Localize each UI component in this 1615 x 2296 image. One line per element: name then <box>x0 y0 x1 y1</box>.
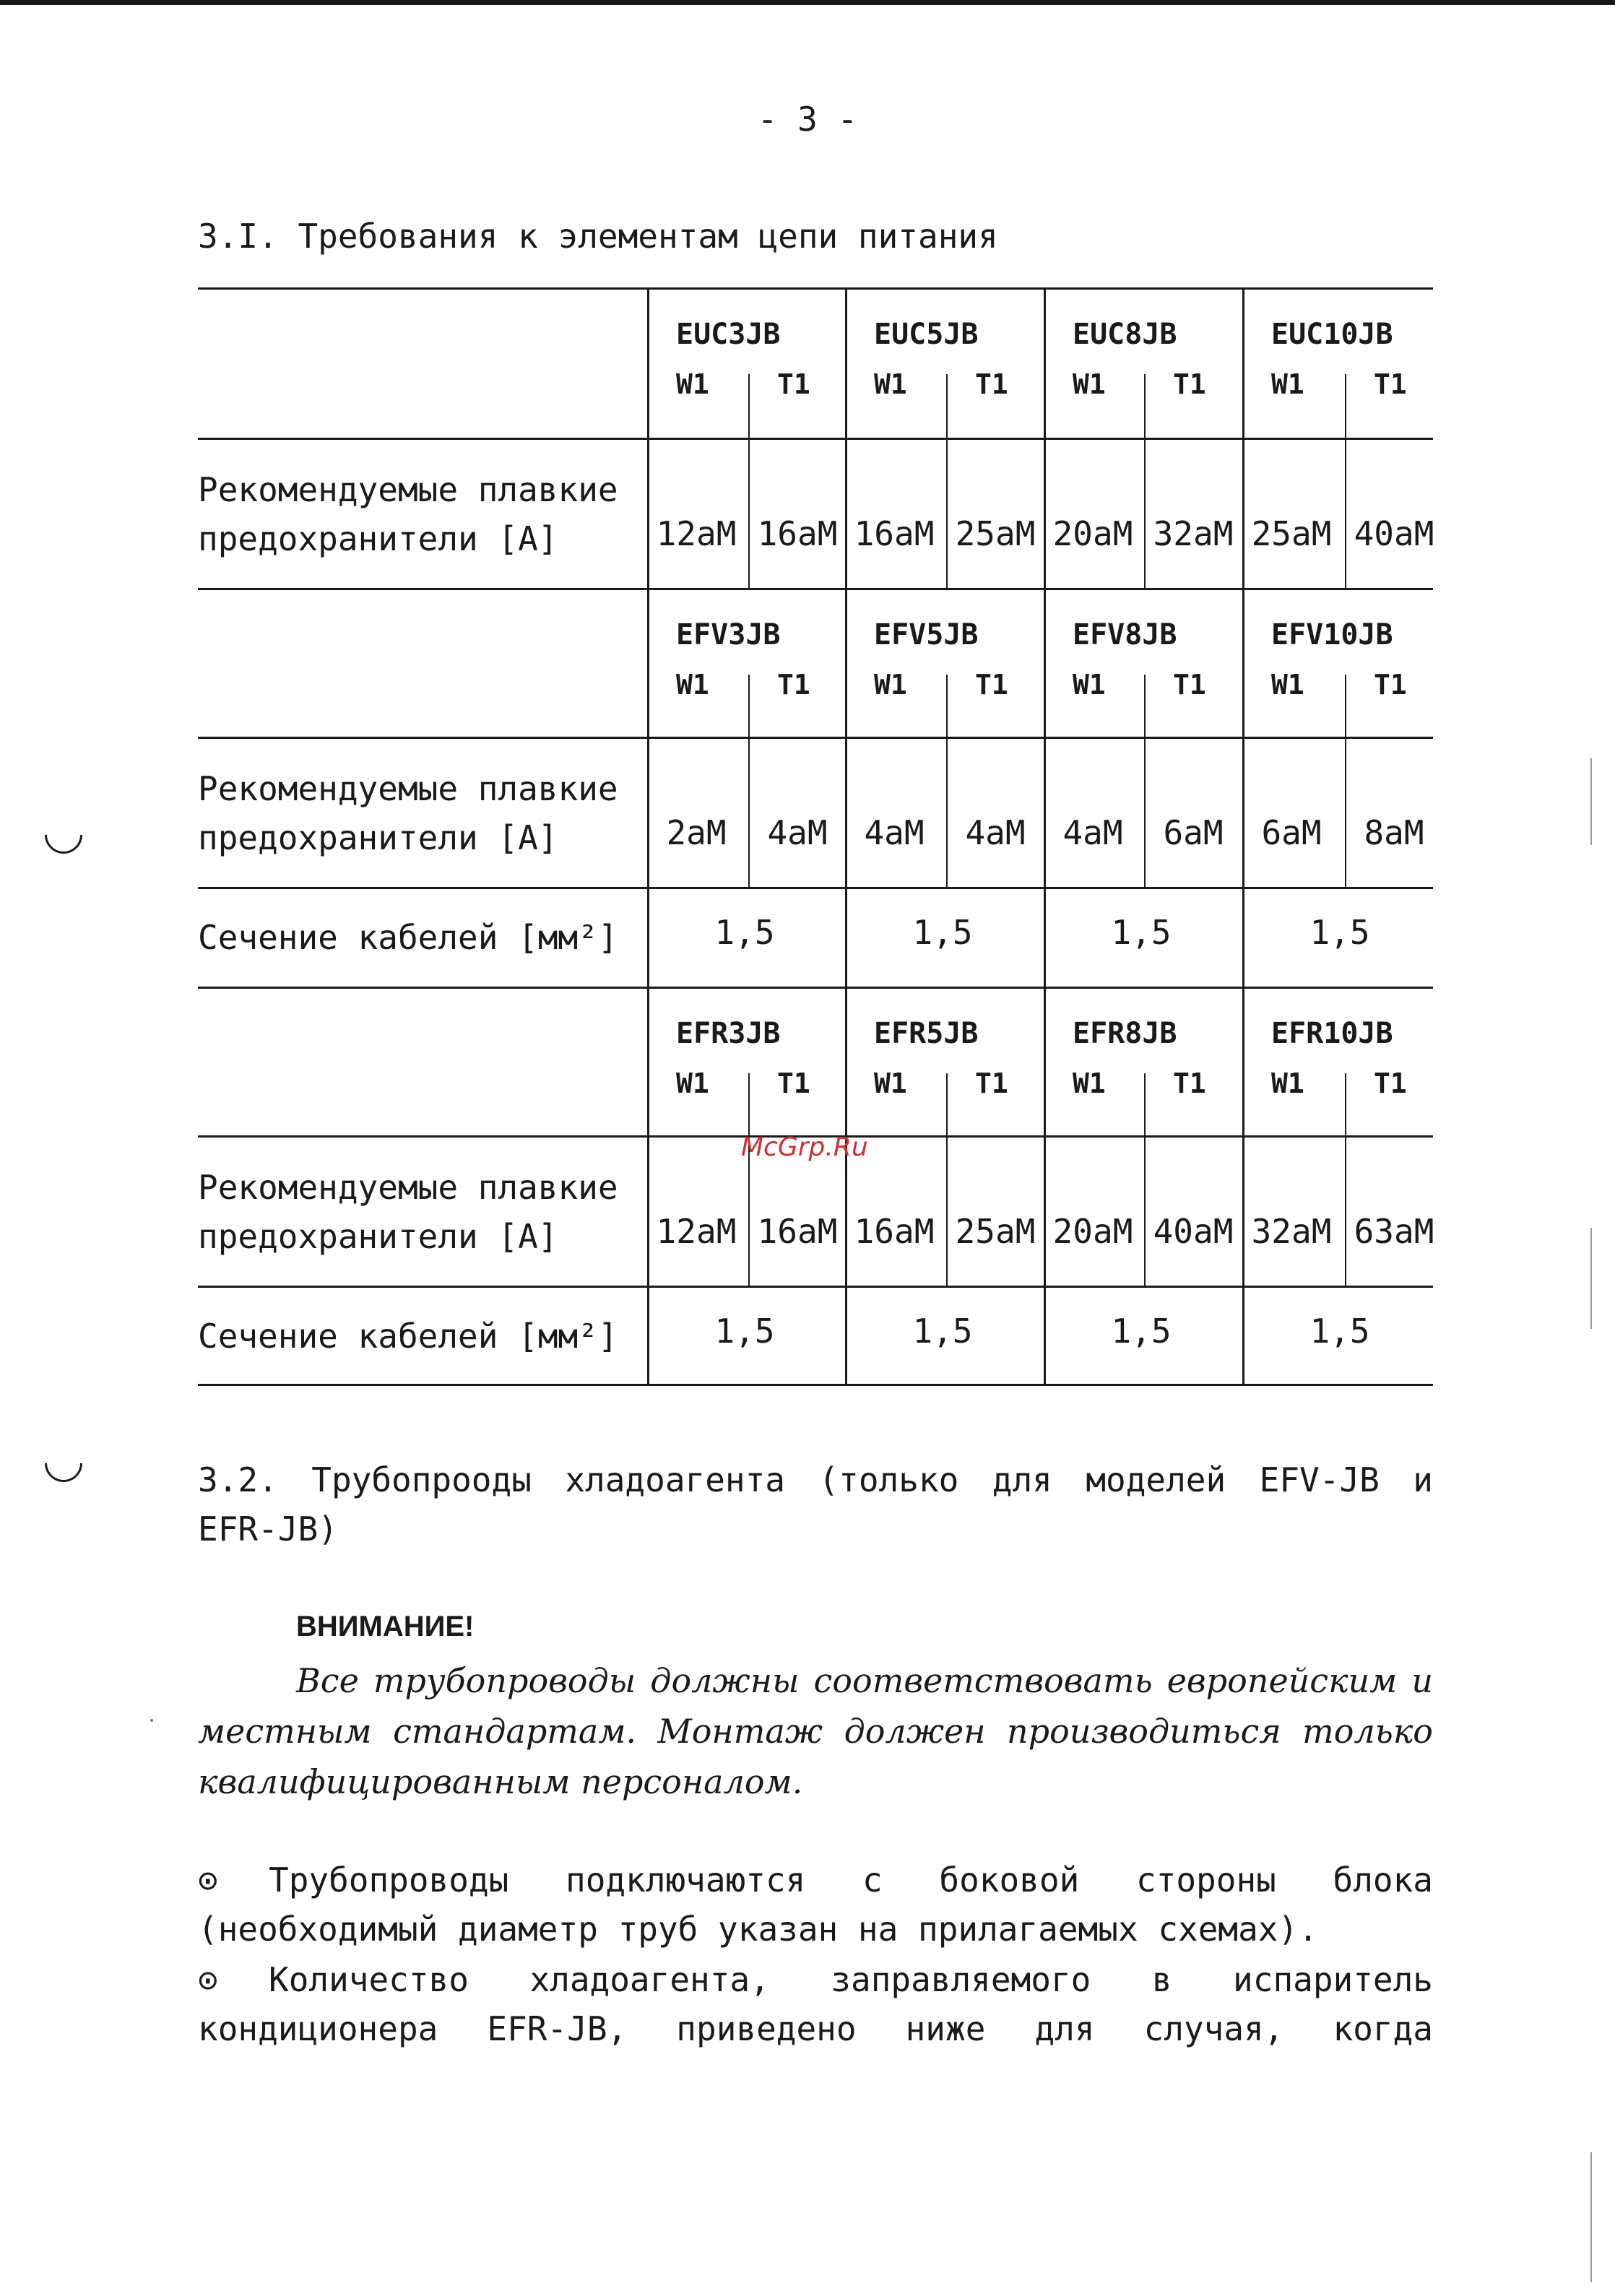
fuse-value: 6aM <box>1261 813 1322 852</box>
table-rule <box>198 438 1433 440</box>
cable-value: 1,5 <box>714 1312 775 1351</box>
fuse-value: 32aM <box>1251 1212 1332 1251</box>
fuse-value: 25aM <box>955 1212 1036 1251</box>
table-subdivider <box>946 374 948 588</box>
page-number: - 3 - <box>757 100 858 139</box>
scan-edge-mark <box>1590 758 1592 845</box>
col-t1: T1 <box>1374 368 1407 400</box>
table-rule <box>198 737 1433 739</box>
table-subdivider <box>748 1073 750 1286</box>
table-rule <box>198 1384 1433 1386</box>
col-w1: W1 <box>874 669 907 701</box>
table-subdivider <box>1144 675 1146 887</box>
col-w1: W1 <box>1271 669 1304 701</box>
col-w1: W1 <box>676 368 709 400</box>
cable-value: 1,5 <box>1111 913 1172 952</box>
bullet-1-line: (необходимый диаметр труб указан на прилагаемых схемах). <box>198 1910 1318 1949</box>
col-w1: W1 <box>1073 368 1106 400</box>
col-t1: T1 <box>777 368 810 400</box>
cable-label: Сечение кабелей [мм²] <box>198 1317 618 1356</box>
table-rule <box>198 588 1433 590</box>
fuse-value: 6aM <box>1163 813 1224 852</box>
col-w1: W1 <box>1073 1067 1106 1099</box>
col-t1: T1 <box>777 1067 810 1099</box>
model-name: EUC3JB <box>676 318 781 351</box>
bullet-2-line: Количество хладоагента, заправляемого в испаритель <box>269 1960 1433 1999</box>
model-name: EFV8JB <box>1073 618 1177 651</box>
fuse-value: 63aM <box>1354 1212 1434 1251</box>
fuse-label: Рекомендуемые плавкие <box>198 470 618 509</box>
col-w1: W1 <box>874 368 907 400</box>
fuse-value: 16aM <box>757 514 838 553</box>
fuse-label: Рекомендуемые плавкие <box>198 769 618 808</box>
fuse-value: 40aM <box>1153 1212 1234 1251</box>
scan-edge-mark <box>1590 1228 1592 1329</box>
table-rule <box>198 287 1433 290</box>
fuse-value: 16aM <box>854 514 935 553</box>
bullet-2-line: кондиционера EFR-JB, приведено ниже для случая, когда <box>198 2009 1433 2048</box>
table-subdivider <box>946 1073 948 1286</box>
fuse-label: предохранители [A] <box>198 818 558 857</box>
cable-value: 1,5 <box>912 1312 973 1351</box>
col-w1: W1 <box>1073 669 1106 701</box>
fuse-value: 4aM <box>767 813 828 852</box>
table-subdivider <box>1144 374 1146 588</box>
model-name: EFR8JB <box>1073 1017 1177 1050</box>
fuse-value: 12aM <box>656 514 737 553</box>
fuse-value: 20aM <box>1052 1212 1133 1251</box>
model-name: EFR10JB <box>1271 1017 1393 1050</box>
col-w1: W1 <box>1271 368 1304 400</box>
section-1-title: 3.I. Требования к элементам цепи питания <box>198 217 998 256</box>
fuse-value: 8aM <box>1364 813 1424 852</box>
model-name: EUC8JB <box>1073 318 1177 351</box>
col-t1: T1 <box>975 1067 1008 1099</box>
col-w1: W1 <box>1271 1067 1304 1099</box>
table-rule <box>198 887 1433 889</box>
warning-line: местным стандартам. Монтаж должен производиться только <box>198 1712 1433 1751</box>
col-t1: T1 <box>975 669 1008 701</box>
section-2-title: 3.2. Трубопрооды хладоагента (только для моделей EFV-JB и <box>198 1460 1433 1499</box>
fuse-value: 32aM <box>1153 514 1234 553</box>
bullet-icon: ⊙ <box>198 1860 218 1899</box>
fuse-value: 4aM <box>864 813 925 852</box>
cable-value: 1,5 <box>1309 1312 1370 1351</box>
col-t1: T1 <box>1374 1067 1407 1099</box>
cable-value: 1,5 <box>714 913 775 952</box>
scan-edge-mark <box>1590 2152 1592 2282</box>
fuse-value: 25aM <box>955 514 1036 553</box>
warning-line: квалифицированным персоналом. <box>198 1762 803 1801</box>
fuse-value: 25aM <box>1251 514 1332 553</box>
warning-line: Все трубопроводы должны соответствовать европейским и <box>296 1661 1433 1700</box>
warning-title: ВНИМАНИЕ! <box>296 1611 475 1642</box>
fuse-value: 20aM <box>1052 514 1133 553</box>
col-t1: T1 <box>1374 669 1407 701</box>
cable-value: 1,5 <box>1111 1312 1172 1351</box>
col-t1: T1 <box>975 368 1008 400</box>
fuse-value: 16aM <box>854 1212 935 1251</box>
model-name: EUC5JB <box>874 318 979 351</box>
model-name: EUC10JB <box>1271 318 1393 351</box>
col-t1: T1 <box>1173 1067 1206 1099</box>
fuse-value: 16aM <box>757 1212 838 1251</box>
model-name: EFV10JB <box>1271 618 1393 651</box>
table-subdivider <box>748 675 750 887</box>
table-subdivider <box>946 675 948 887</box>
cable-value: 1,5 <box>1309 913 1370 952</box>
cable-value: 1,5 <box>912 913 973 952</box>
table-subdivider <box>1345 374 1346 588</box>
col-t1: T1 <box>1173 368 1206 400</box>
table-subdivider <box>748 374 750 588</box>
col-w1: W1 <box>874 1067 907 1099</box>
table-subdivider <box>1345 1073 1346 1286</box>
fuse-value: 2aM <box>666 813 727 852</box>
table-rule <box>198 987 1433 989</box>
bullet-icon: ⊙ <box>198 1960 218 1999</box>
model-name: EFR5JB <box>874 1017 979 1050</box>
cable-label: Сечение кабелей [мм²] <box>198 918 618 957</box>
fuse-value: 4aM <box>1062 813 1123 852</box>
watermark: McGrp.Ru <box>741 1132 868 1162</box>
top-border <box>0 0 1615 5</box>
bullet-1-line: Трубопроводы подключаются с боковой стороны блока <box>269 1860 1433 1899</box>
col-w1: W1 <box>676 669 709 701</box>
table-rule <box>198 1286 1433 1288</box>
binder-mark <box>37 1437 90 1490</box>
fuse-value: 40aM <box>1354 514 1434 553</box>
binder-mark <box>37 808 90 862</box>
model-name: EFV3JB <box>676 618 781 651</box>
col-t1: T1 <box>1173 669 1206 701</box>
section-2-title-cont: EFR-JB) <box>198 1509 338 1548</box>
table-subdivider <box>1144 1073 1146 1286</box>
table-subdivider <box>1345 675 1346 887</box>
model-name: EFR3JB <box>676 1017 781 1050</box>
scan-speck <box>150 1719 153 1722</box>
col-w1: W1 <box>676 1067 709 1099</box>
model-name: EFV5JB <box>874 618 979 651</box>
fuse-label: предохранители [A] <box>198 1217 558 1256</box>
fuse-label: предохранители [A] <box>198 519 558 558</box>
fuse-label: Рекомендуемые плавкие <box>198 1168 618 1207</box>
fuse-value: 12aM <box>656 1212 737 1251</box>
col-t1: T1 <box>777 669 810 701</box>
fuse-value: 4aM <box>965 813 1026 852</box>
